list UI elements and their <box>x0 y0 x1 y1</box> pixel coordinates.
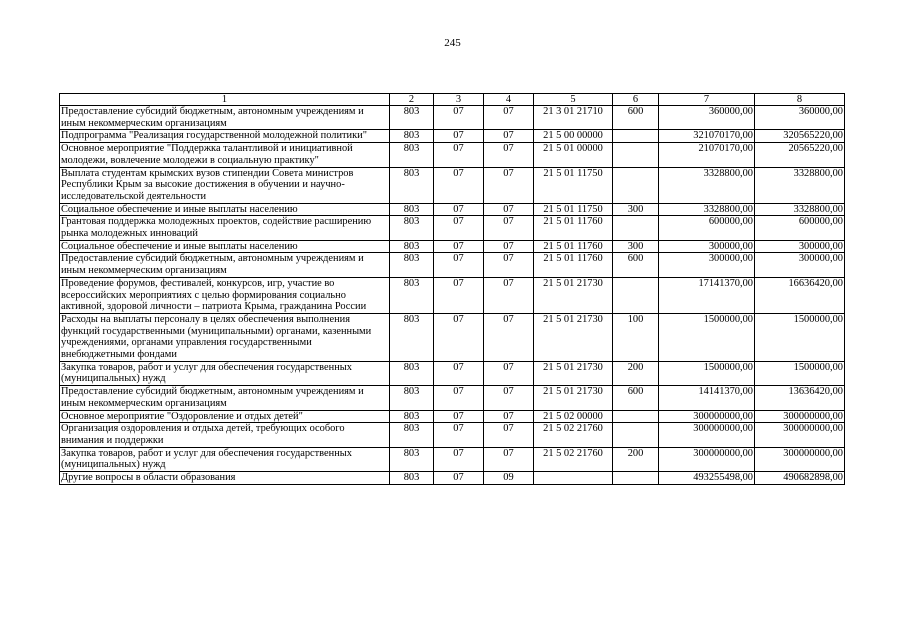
row-amount-cell: 300000,00 <box>755 240 845 253</box>
row-section-cell: 07 <box>434 167 484 203</box>
row-section-cell: 07 <box>434 253 484 277</box>
row-expense-type-cell: 200 <box>613 447 659 471</box>
row-target-article-cell: 21 5 01 11750 <box>534 203 613 216</box>
row-expense-type-cell <box>613 167 659 203</box>
row-name-cell: Предоставление субсидий бюджетным, автономным учреждениям и иным некоммерческим организациям <box>60 253 390 277</box>
row-name-cell: Основное мероприятие "Оздоровление и отдых детей" <box>60 410 390 423</box>
row-subsection-cell: 07 <box>484 106 534 130</box>
row-amount-cell: 300000000,00 <box>659 447 755 471</box>
row-section-cell: 07 <box>434 240 484 253</box>
table-row <box>60 130 845 143</box>
row-expense-type-cell <box>613 423 659 447</box>
table-row <box>60 386 845 410</box>
row-subsection-cell: 07 <box>484 410 534 423</box>
row-section-cell: 07 <box>434 313 484 361</box>
row-amount-cell: 300000000,00 <box>659 423 755 447</box>
row-amount-cell: 300000000,00 <box>755 410 845 423</box>
row-section-cell: 07 <box>434 423 484 447</box>
row-subsection-cell: 07 <box>484 361 534 385</box>
row-section-cell: 07 <box>434 203 484 216</box>
row-amount-cell: 360000,00 <box>659 106 755 130</box>
row-subsection-cell: 07 <box>484 313 534 361</box>
row-code-cell: 803 <box>390 216 434 240</box>
table-row <box>60 361 845 385</box>
row-subsection-cell: 07 <box>484 253 534 277</box>
row-target-article-cell <box>534 472 613 485</box>
row-amount-cell: 20565220,00 <box>755 143 845 167</box>
row-amount-cell: 300000000,00 <box>755 447 845 471</box>
row-target-article-cell: 21 5 01 11760 <box>534 240 613 253</box>
row-name-cell: Предоставление субсидий бюджетным, автономным учреждениям и иным некоммерческим организациям <box>60 106 390 130</box>
table-row <box>60 143 845 167</box>
row-amount-cell: 1500000,00 <box>659 361 755 385</box>
row-section-cell: 07 <box>434 361 484 385</box>
budget-table <box>59 93 845 485</box>
row-target-article-cell: 21 5 01 11750 <box>534 167 613 203</box>
row-section-cell: 07 <box>434 130 484 143</box>
row-subsection-cell: 07 <box>484 130 534 143</box>
row-target-article-cell: 21 5 01 00000 <box>534 143 613 167</box>
row-section-cell: 07 <box>434 106 484 130</box>
row-name-cell: Другие вопросы в области образования <box>60 472 390 485</box>
row-code-cell: 803 <box>390 240 434 253</box>
row-name-cell: Закупка товаров, работ и услуг для обеспечения государственных (муниципальных) нужд <box>60 447 390 471</box>
row-subsection-cell: 07 <box>484 203 534 216</box>
row-code-cell: 803 <box>390 423 434 447</box>
row-section-cell: 07 <box>434 386 484 410</box>
row-code-cell: 803 <box>390 143 434 167</box>
table-row <box>60 167 845 203</box>
row-amount-cell: 320565220,00 <box>755 130 845 143</box>
row-code-cell: 803 <box>390 106 434 130</box>
table-body <box>60 106 845 485</box>
row-expense-type-cell <box>613 410 659 423</box>
row-target-article-cell: 21 5 01 11760 <box>534 216 613 240</box>
table-row <box>60 106 845 130</box>
table-row <box>60 410 845 423</box>
row-name-cell: Социальное обеспечение и иные выплаты населению <box>60 203 390 216</box>
row-subsection-cell: 07 <box>484 240 534 253</box>
row-subsection-cell: 07 <box>484 167 534 203</box>
row-amount-cell: 300000,00 <box>659 253 755 277</box>
row-name-cell: Социальное обеспечение и иные выплаты населению <box>60 240 390 253</box>
row-code-cell: 803 <box>390 167 434 203</box>
row-section-cell: 07 <box>434 216 484 240</box>
header-cell: 2 <box>390 94 434 106</box>
row-amount-cell: 1500000,00 <box>755 361 845 385</box>
row-expense-type-cell: 100 <box>613 313 659 361</box>
header-cell: 8 <box>755 94 845 106</box>
row-section-cell: 07 <box>434 472 484 485</box>
row-amount-cell: 600000,00 <box>755 216 845 240</box>
header-cell: 5 <box>534 94 613 106</box>
table-row <box>60 253 845 277</box>
header-cell: 4 <box>484 94 534 106</box>
row-target-article-cell: 21 5 01 21730 <box>534 361 613 385</box>
table-row <box>60 216 845 240</box>
row-subsection-cell: 07 <box>484 277 534 313</box>
row-amount-cell: 14141370,00 <box>659 386 755 410</box>
row-subsection-cell: 07 <box>484 143 534 167</box>
row-amount-cell: 3328800,00 <box>659 167 755 203</box>
table-row <box>60 313 845 361</box>
row-name-cell: Проведение форумов, фестивалей, конкурсов, игр, участие во всероссийских мероприятиях с целью формирования социально активной, здоровой личности – патриота Крыма, гражданина России <box>60 277 390 313</box>
row-section-cell: 07 <box>434 143 484 167</box>
row-code-cell: 803 <box>390 130 434 143</box>
row-expense-type-cell: 600 <box>613 106 659 130</box>
row-amount-cell: 17141370,00 <box>659 277 755 313</box>
table-row <box>60 423 845 447</box>
row-code-cell: 803 <box>390 313 434 361</box>
table-row <box>60 472 845 485</box>
row-amount-cell: 3328800,00 <box>755 167 845 203</box>
row-subsection-cell: 07 <box>484 447 534 471</box>
row-target-article-cell: 21 5 00 00000 <box>534 130 613 143</box>
row-code-cell: 803 <box>390 410 434 423</box>
row-target-article-cell: 21 5 01 21730 <box>534 386 613 410</box>
row-amount-cell: 16636420,00 <box>755 277 845 313</box>
row-amount-cell: 3328800,00 <box>755 203 845 216</box>
row-expense-type-cell <box>613 216 659 240</box>
row-target-article-cell: 21 5 02 21760 <box>534 447 613 471</box>
row-target-article-cell: 21 5 01 11760 <box>534 253 613 277</box>
row-amount-cell: 13636420,00 <box>755 386 845 410</box>
row-target-article-cell: 21 5 01 21730 <box>534 313 613 361</box>
row-name-cell: Предоставление субсидий бюджетным, автономным учреждениям и иным некоммерческим организациям <box>60 386 390 410</box>
row-expense-type-cell <box>613 277 659 313</box>
row-expense-type-cell <box>613 472 659 485</box>
row-name-cell: Основное мероприятие "Поддержка талантливой и инициативной молодежи, вовлечение молодежи в социальную практику" <box>60 143 390 167</box>
header-cell: 1 <box>60 94 390 106</box>
row-subsection-cell: 07 <box>484 216 534 240</box>
header-cell: 6 <box>613 94 659 106</box>
row-subsection-cell: 07 <box>484 423 534 447</box>
row-code-cell: 803 <box>390 472 434 485</box>
row-subsection-cell: 09 <box>484 472 534 485</box>
row-amount-cell: 300000000,00 <box>659 410 755 423</box>
header-cell: 7 <box>659 94 755 106</box>
row-target-article-cell: 21 3 01 21710 <box>534 106 613 130</box>
row-code-cell: 803 <box>390 386 434 410</box>
row-code-cell: 803 <box>390 361 434 385</box>
row-amount-cell: 321070170,00 <box>659 130 755 143</box>
row-amount-cell: 3328800,00 <box>659 203 755 216</box>
row-target-article-cell: 21 5 02 21760 <box>534 423 613 447</box>
row-code-cell: 803 <box>390 277 434 313</box>
row-code-cell: 803 <box>390 253 434 277</box>
header-cell: 3 <box>434 94 484 106</box>
row-amount-cell: 21070170,00 <box>659 143 755 167</box>
row-name-cell: Подпрограмма "Реализация государственной молодежной политики" <box>60 130 390 143</box>
row-amount-cell: 1500000,00 <box>755 313 845 361</box>
row-amount-cell: 300000,00 <box>755 253 845 277</box>
row-expense-type-cell: 600 <box>613 253 659 277</box>
row-name-cell: Грантовая поддержка молодежных проектов, содействие расширению рынка молодежных инноваций <box>60 216 390 240</box>
row-expense-type-cell <box>613 143 659 167</box>
row-code-cell: 803 <box>390 447 434 471</box>
row-amount-cell: 1500000,00 <box>659 313 755 361</box>
row-name-cell: Организация оздоровления и отдыха детей, требующих особого внимания и поддержки <box>60 423 390 447</box>
row-amount-cell: 600000,00 <box>659 216 755 240</box>
row-section-cell: 07 <box>434 277 484 313</box>
row-code-cell: 803 <box>390 203 434 216</box>
row-amount-cell: 300000,00 <box>659 240 755 253</box>
row-section-cell: 07 <box>434 410 484 423</box>
row-name-cell: Закупка товаров, работ и услуг для обеспечения государственных (муниципальных) нужд <box>60 361 390 385</box>
row-subsection-cell: 07 <box>484 386 534 410</box>
row-expense-type-cell: 200 <box>613 361 659 385</box>
row-section-cell: 07 <box>434 447 484 471</box>
table-header-row <box>60 94 845 106</box>
row-expense-type-cell: 600 <box>613 386 659 410</box>
row-amount-cell: 490682898,00 <box>755 472 845 485</box>
table-row <box>60 203 845 216</box>
row-target-article-cell: 21 5 02 00000 <box>534 410 613 423</box>
table-row <box>60 277 845 313</box>
row-amount-cell: 493255498,00 <box>659 472 755 485</box>
row-target-article-cell: 21 5 01 21730 <box>534 277 613 313</box>
table-row <box>60 240 845 253</box>
row-name-cell: Расходы на выплаты персоналу в целях обеспечения выполнения функций государственными (муниципальными) органами, казенными учреждениями, органами управления государственными внебюджетными фондами <box>60 313 390 361</box>
row-name-cell: Выплата студентам крымских вузов стипендии Совета министров Республики Крым за высокие достижения в обучении и научно-исследовательской деятельности <box>60 167 390 203</box>
row-expense-type-cell: 300 <box>613 240 659 253</box>
table-row <box>60 447 845 471</box>
row-amount-cell: 300000000,00 <box>755 423 845 447</box>
row-expense-type-cell <box>613 130 659 143</box>
row-expense-type-cell: 300 <box>613 203 659 216</box>
row-amount-cell: 360000,00 <box>755 106 845 130</box>
page-number: 245 <box>444 37 461 49</box>
